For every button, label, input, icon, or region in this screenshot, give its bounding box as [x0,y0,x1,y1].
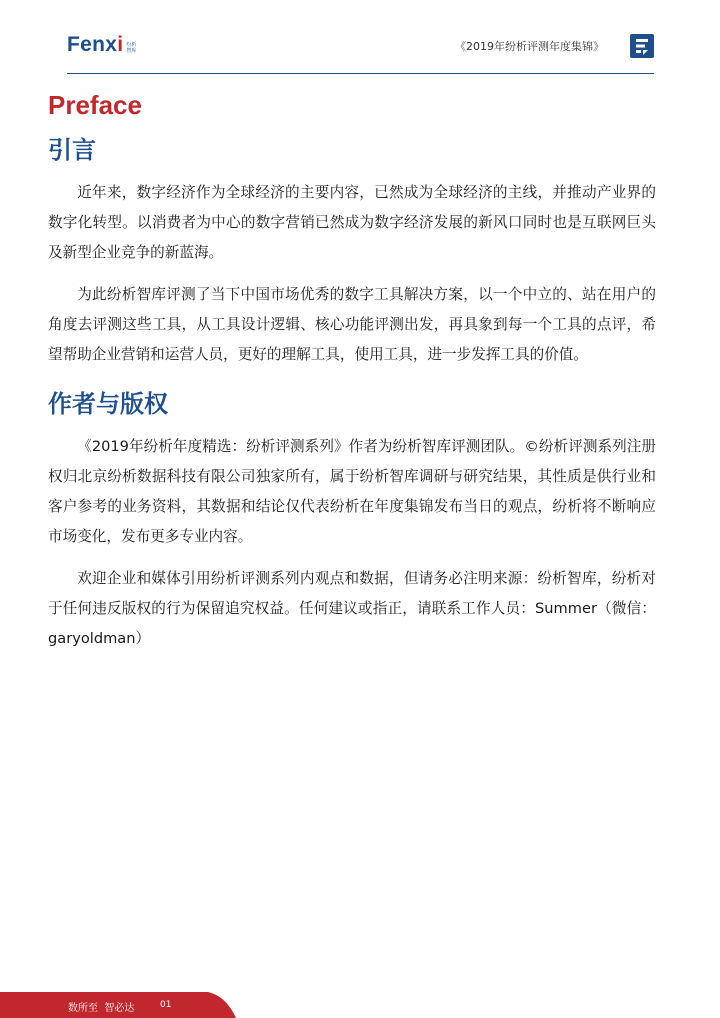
page-footer [0,992,720,1018]
preface-heading: Preface [48,90,142,120]
page-header [0,0,720,80]
header-divider [67,73,654,74]
fenxi-logo [67,33,136,57]
copyright-paragraph-1: 《2019年纷析年度精选：纷析评测系列》作者为纷析智库评测团队。©纷析评测系列注册权归北京纷析数据科技有限公司独家所有，属于纷析智库调研与研究结果，其性质是供行业和客户参考的业务资料，其数据和结论仅代表纷析在年度集锦发布当日的观点，纷析将不断响应市场变化，发布更多专业内容。 [48,438,656,545]
intro-paragraph-2: 为此纷析智库评测了当下中国市场优秀的数字工具解决方案，以一个中立的、站在用户的角度去评测这些工具，从工具设计逻辑、核心功能评测出发，再具象到每一个工具的点评，希望帮助企业营销和运营人员，更好的理解工具，使用工具，进一步发挥工具的价值。 [48,286,656,363]
document-icon [630,34,654,58]
page-content [48,88,656,654]
page-number: 01 [160,1000,172,1010]
intro-paragraph-1: 近年来，数字经济作为全球经济的主要内容，已然成为全球经济的主线，并推动产业界的数字化转型。以消费者为中心的数字营销已然成为数字经济发展的新风口同时也是互联网巨头及新型企业竞争的新蓝海。 [48,184,656,261]
intro-heading: 引言 [48,136,96,164]
footer-slogan: 数所至 智必达 [68,1003,135,1014]
copyright-heading: 作者与版权 [48,390,168,418]
logo-subtext: 纷析 智库 [126,42,137,54]
logo-wordmark: Fenxi [67,33,124,56]
document-title: 《2019年纷析评测年度集锦》 [455,40,604,53]
copyright-paragraph-2: 欢迎企业和媒体引用纷析评测系列内观点和数据，但请务必注明来源：纷析智库，纷析对于任何违反版权的行为保留追究权益。任何建议或指正，请联系工作人员：Summer（微信：garyoldman） [48,570,656,647]
